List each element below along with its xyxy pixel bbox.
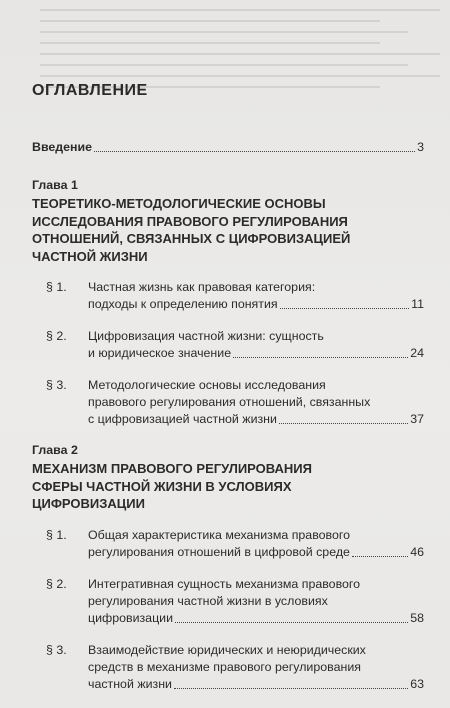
section-number: § 2. [46, 329, 67, 343]
toc-entry-intro[interactable] [32, 139, 424, 156]
chapter-2 [32, 443, 424, 693]
section-line: Интегративная сущность механизма правового [88, 576, 361, 591]
leader-dots [279, 423, 408, 424]
chapter-title[interactable] [32, 460, 424, 513]
chapter-title-line: ТЕОРЕТИКО-МЕТОДОЛОГИЧЕСКИЕ ОСНОВЫ [32, 196, 326, 211]
section-page: 63 [410, 676, 424, 691]
section-line: средств в механизме правового регулирования [88, 659, 361, 674]
chapter-1 [32, 178, 424, 428]
section-number: § 1. [46, 527, 67, 542]
toc-entry-section[interactable] [32, 576, 424, 627]
toc-entry-section[interactable] [32, 527, 424, 561]
leader-dots [94, 151, 415, 152]
section-line: Общая характеристика механизма правового [88, 527, 350, 542]
leader-dots [233, 357, 408, 358]
section-line: Цифровизация частной жизни: сущность [88, 329, 324, 343]
section-page: 46 [410, 544, 424, 559]
intro-label: Введение [32, 140, 93, 154]
chapter-title-line: ЧАСТНОЙ ЖИЗНИ [32, 248, 148, 264]
toc-entry-section[interactable] [32, 279, 424, 313]
chapter-title-line: СФЕРЫ ЧАСТНОЙ ЖИЗНИ В УСЛОВИЯХ [32, 478, 292, 494]
section-line: Взаимодействие юридических и неюридических [88, 642, 366, 657]
section-line: цифровизации [88, 610, 174, 625]
leader-dots [174, 688, 408, 689]
toc-title: ОГЛАВЛЕНИЕ [32, 82, 148, 99]
leader-dots [175, 622, 408, 623]
table-of-contents [32, 82, 424, 708]
section-page: 58 [410, 610, 424, 625]
section-line: частной жизни [88, 676, 172, 691]
section-line: с цифровизацией частной жизни [88, 412, 277, 426]
toc-entry-section[interactable] [32, 377, 424, 428]
chapter-title-line: ЦИФРОВИЗАЦИИ [32, 496, 145, 511]
chapter-title-line: ИССЛЕДОВАНИЯ ПРАВОВОГО РЕГУЛИРОВАНИЯ [32, 213, 348, 229]
section-page: 24 [410, 346, 424, 360]
section-page: 11 [411, 297, 424, 311]
section-number: § 3. [46, 378, 67, 392]
section-line: Методологические основы исследования [88, 378, 326, 392]
toc-entry-section[interactable] [32, 328, 424, 362]
section-line: регулирования отношений в цифровой среде [88, 544, 350, 559]
chapter-title-line: ОТНОШЕНИЙ, СВЯЗАННЫХ С ЦИФРОВИЗАЦИЕЙ [32, 231, 351, 246]
leader-dots [352, 556, 408, 557]
chapter-title-line: МЕХАНИЗМ ПРАВОВОГО РЕГУЛИРОВАНИЯ [32, 461, 312, 476]
toc-entry-section[interactable] [32, 642, 424, 693]
section-number: § 3. [46, 642, 67, 657]
section-number: § 2. [46, 576, 67, 591]
section-line: и юридическое значение [88, 346, 232, 360]
section-line: регулирования частной жизни в условиях [88, 593, 328, 608]
chapter-label: Глава 2 [32, 443, 78, 457]
section-number: § 1. [46, 280, 67, 294]
bleed-through-text [40, 0, 440, 90]
section-line: правового регулирования отношений, связанных [88, 395, 371, 409]
section-page: 37 [410, 412, 424, 426]
section-line: подходы к определению понятия [88, 297, 278, 311]
leader-dots [280, 308, 410, 309]
chapter-label: Глава 1 [32, 178, 78, 192]
section-line: Частная жизнь как правовая категория: [88, 280, 316, 294]
intro-page: 3 [417, 140, 424, 154]
chapter-title[interactable] [32, 195, 424, 265]
